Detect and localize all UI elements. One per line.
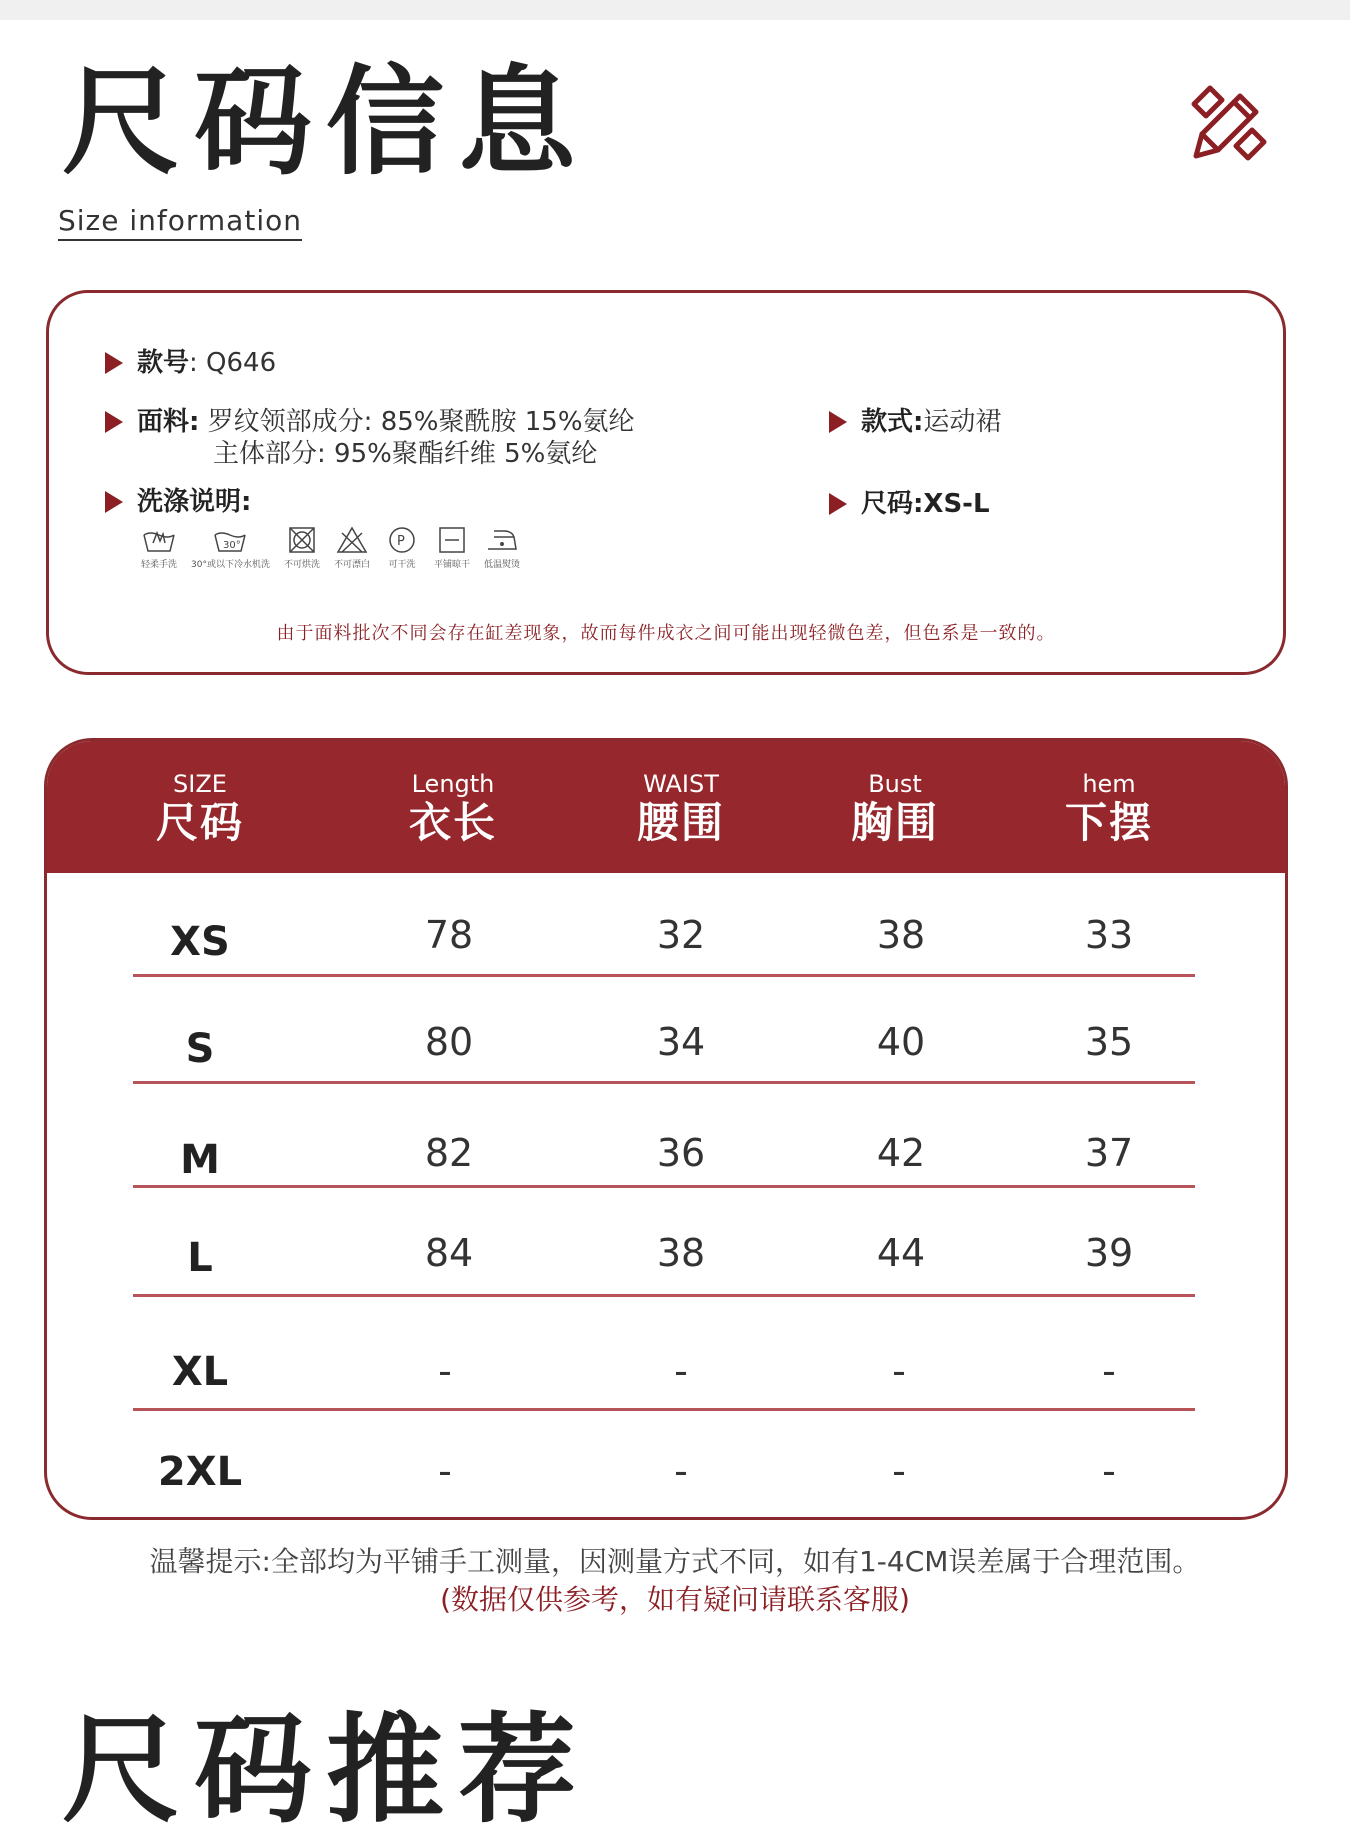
care-item (484, 525, 520, 570)
hand-wash-icon (141, 525, 177, 555)
header-length: Length 衣长 (408, 770, 498, 847)
wash-30-icon (212, 525, 248, 555)
type-row (829, 406, 1001, 438)
waist-cell: 38 (656, 1231, 706, 1275)
triangle-bullet-icon (829, 493, 847, 515)
dry-clean-icon (384, 525, 420, 555)
length-cell: 84 (424, 1231, 474, 1275)
svg-text:30°: 30° (223, 540, 242, 551)
no-bleach-icon (334, 525, 370, 555)
type-value: 运动裙 (923, 407, 1002, 437)
page-subtitle: Size information (58, 204, 302, 241)
size-table-header (47, 741, 1285, 873)
bust-cell: - (892, 1449, 906, 1493)
waist-cell: - (674, 1449, 688, 1493)
size-cell: 2XL (157, 1449, 243, 1495)
triangle-bullet-icon (105, 491, 123, 513)
pencil-ruler-icon (1188, 82, 1270, 164)
care-item (191, 525, 270, 570)
size-table (44, 738, 1288, 1520)
length-cell: 80 (424, 1020, 474, 1064)
no-tumble-dry-icon (284, 525, 320, 555)
care-item (434, 525, 470, 570)
header-size: SIZE 尺码 (155, 770, 245, 847)
fabric-line-2: 主体部分: 95%聚酯纤维 5%氨纶 (213, 439, 598, 469)
bust-cell: 40 (876, 1020, 926, 1064)
style-number-value: : Q646 (189, 348, 277, 378)
bust-cell: - (892, 1349, 906, 1393)
bust-cell: 44 (876, 1231, 926, 1275)
triangle-bullet-icon (105, 411, 123, 433)
waist-cell: 34 (656, 1020, 706, 1064)
low-iron-icon (484, 525, 520, 555)
care-item (284, 525, 320, 570)
size-cell: S (185, 1026, 215, 1072)
reference-note: (数据仅供参考，如有疑问请联系客服) (440, 1583, 910, 1616)
length-cell: - (438, 1349, 452, 1393)
triangle-bullet-icon (829, 411, 847, 433)
bust-cell: 38 (876, 913, 926, 957)
header-waist: WAIST 腰围 (636, 770, 726, 847)
hem-cell: 35 (1084, 1020, 1134, 1064)
waist-cell: 36 (656, 1131, 706, 1175)
care-item (141, 525, 177, 570)
size-recommendation-title: 尺码推荐 (62, 1701, 591, 1839)
style-number-label: 款号 (137, 348, 190, 378)
header-hem: hem 下摆 (1064, 770, 1154, 847)
care-text: 30°或以下冷水机洗 (191, 560, 270, 570)
bust-cell: 42 (876, 1131, 926, 1175)
type-label: 款式: (861, 407, 924, 437)
style-number-row (105, 347, 276, 379)
header-bust: Bust 胸围 (850, 770, 940, 847)
row-divider (133, 1294, 1195, 1297)
size-cell: L (187, 1235, 213, 1281)
length-cell: - (438, 1449, 452, 1493)
care-text: 低温熨烫 (484, 560, 521, 570)
hem-cell: 37 (1084, 1131, 1134, 1175)
row-divider (133, 1408, 1195, 1411)
care-item (334, 525, 370, 570)
care-row (105, 486, 251, 518)
care-icons (141, 525, 534, 570)
size-cell: XL (171, 1349, 229, 1395)
care-label: 洗涤说明: (137, 487, 252, 517)
top-band (0, 0, 1350, 20)
hem-cell: - (1102, 1449, 1116, 1493)
row-divider (133, 1081, 1195, 1084)
fabric-label: 面料: (137, 407, 200, 437)
flat-dry-icon (434, 525, 470, 555)
hem-cell: 33 (1084, 913, 1134, 957)
hem-cell: 39 (1084, 1231, 1134, 1275)
color-variance-note: 由于面料批次不同会存在缸差现象，故而每件成衣之间可能出现轻微色差，但色系是一致的。 (276, 623, 1056, 644)
fabric-row (105, 406, 635, 470)
size-range-label: 尺码: (861, 489, 924, 519)
size-range-value: XS-L (923, 489, 990, 519)
svg-text:P: P (397, 534, 405, 549)
waist-cell: - (674, 1349, 688, 1393)
care-item (384, 525, 420, 570)
care-text: 平铺晾干 (434, 560, 471, 570)
care-text: 不可烘洗 (283, 560, 320, 570)
row-divider (133, 1185, 1195, 1188)
triangle-bullet-icon (105, 352, 123, 374)
length-cell: 78 (424, 913, 474, 957)
product-info-card (46, 290, 1286, 675)
hem-cell: - (1102, 1349, 1116, 1393)
waist-cell: 32 (656, 913, 706, 957)
care-text: 可干洗 (388, 560, 416, 570)
fabric-line-1: 罗纹领部成分: 85%聚酰胺 15%氨纶 (207, 407, 635, 437)
care-text: 轻柔手洗 (141, 560, 178, 570)
page-title: 尺码信息 (62, 53, 591, 191)
size-cell: XS (170, 919, 230, 965)
row-divider (133, 974, 1195, 977)
size-range-row (829, 488, 990, 520)
measurement-tip: 温馨提示:全部均为平铺手工测量，因测量方式不同，如有1-4CM误差属于合理范围。 (149, 1545, 1201, 1578)
length-cell: 82 (424, 1131, 474, 1175)
care-text: 不可漂白 (333, 560, 370, 570)
size-cell: M (180, 1137, 220, 1183)
